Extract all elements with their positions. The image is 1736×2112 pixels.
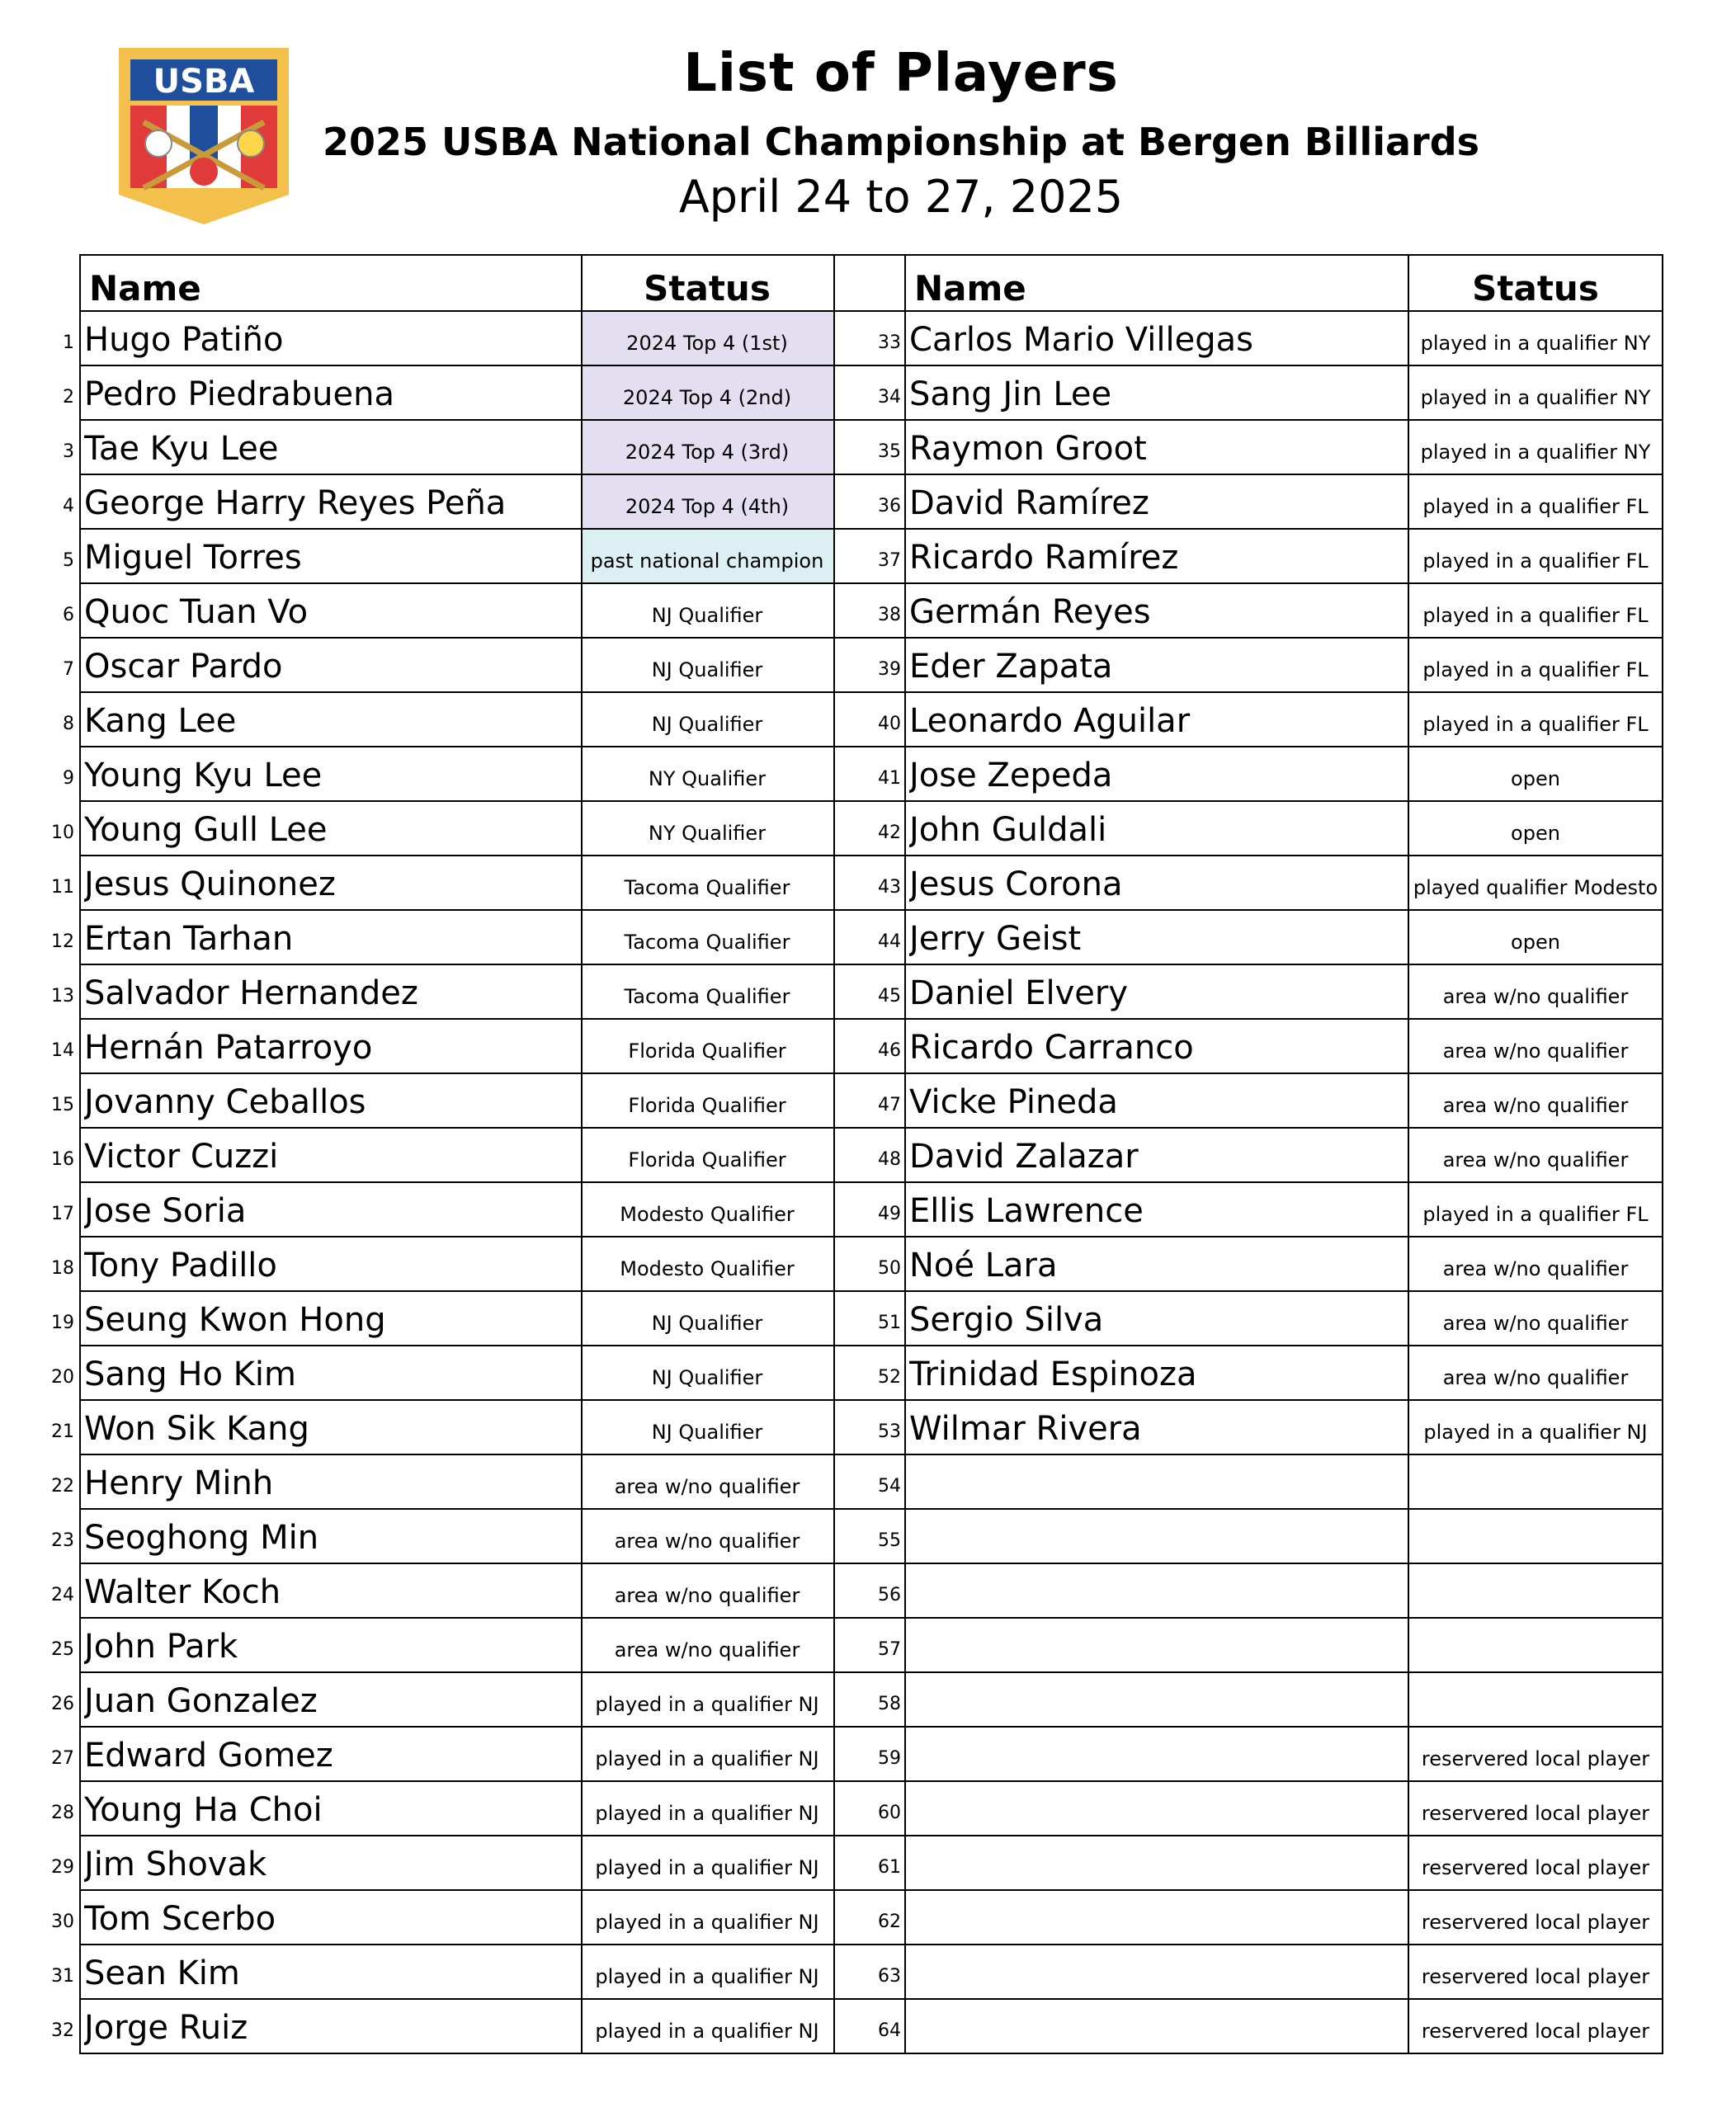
row-divider	[79, 746, 1663, 747]
row-number: 9	[63, 768, 74, 789]
player-status	[1408, 1508, 1663, 1563]
row-number: 27	[51, 1748, 74, 1769]
player-status: reservered local player	[1421, 1911, 1650, 1934]
player-status: area w/no qualifier	[1442, 1366, 1629, 1389]
player-name	[909, 1617, 1404, 1671]
row-number: 38	[878, 605, 901, 625]
row-number: 17	[51, 1204, 74, 1224]
player-name	[909, 1508, 1404, 1563]
row-number: 64	[878, 2020, 901, 2041]
player-status: Florida Qualifier	[628, 1040, 786, 1063]
row-number: 51	[878, 1313, 901, 1333]
player-status: played in a qualifier NJ	[595, 1747, 819, 1770]
player-name: Raymon Groot	[909, 430, 1147, 468]
row-divider	[79, 528, 1663, 530]
player-name: Eder Zapata	[909, 648, 1113, 686]
row-number: 43	[878, 877, 901, 898]
player-name: Juan Gonzalez	[84, 1682, 318, 1720]
player-status: past national champion	[590, 549, 824, 573]
row-number: 13	[51, 986, 74, 1006]
player-name: Ellis Lawrence	[909, 1192, 1144, 1230]
player-name: Young Ha Choi	[84, 1791, 323, 1829]
row-divider	[79, 1290, 1663, 1292]
row-number: 63	[878, 1966, 901, 1987]
player-name: Germán Reyes	[909, 593, 1151, 631]
row-divider	[79, 1671, 1663, 1673]
row-divider	[79, 637, 1663, 639]
row-number: 8	[63, 714, 74, 734]
row-number: 26	[51, 1694, 74, 1714]
row-divider	[79, 1508, 1663, 1510]
row-divider	[79, 800, 1663, 802]
player-status: Modesto Qualifier	[620, 1257, 795, 1280]
column-header-name-left: Name	[89, 268, 201, 309]
row-divider	[79, 964, 1663, 965]
row-number: 7	[63, 659, 74, 680]
row-number: 5	[63, 550, 74, 571]
row-divider	[79, 474, 1663, 475]
player-name: Tom Scerbo	[84, 1900, 276, 1938]
row-divider	[79, 909, 1663, 911]
row-number: 56	[878, 1585, 901, 1605]
player-status: NJ Qualifier	[651, 1366, 763, 1389]
player-status: 2024 Top 4 (2nd)	[622, 386, 792, 409]
player-name: Quoc Tuan Vo	[84, 593, 309, 631]
row-divider	[79, 1454, 1663, 1455]
table-bottom-border	[79, 2053, 1663, 2054]
row-divider	[79, 1944, 1663, 1945]
player-status	[1408, 1563, 1663, 1617]
row-number: 2	[63, 387, 74, 408]
player-status: Modesto Qualifier	[620, 1203, 795, 1226]
row-number: 41	[878, 768, 901, 789]
player-name: Jose Soria	[84, 1192, 247, 1230]
row-number: 42	[878, 823, 901, 843]
row-divider	[79, 1835, 1663, 1836]
row-number: 61	[878, 1857, 901, 1878]
player-status: played in a qualifier NJ	[1423, 1421, 1648, 1444]
player-status: NY Qualifier	[648, 767, 767, 790]
player-status: area w/no qualifier	[1442, 1257, 1629, 1280]
player-name: Leonardo Aguilar	[909, 702, 1191, 740]
player-status: open	[1511, 931, 1560, 954]
row-number: 46	[878, 1040, 901, 1061]
column-divider	[1408, 254, 1409, 2054]
column-divider	[904, 254, 906, 2054]
player-name: Won Sik Kang	[84, 1410, 309, 1448]
row-number: 44	[878, 931, 901, 952]
player-status: played in a qualifier NJ	[595, 2020, 819, 2043]
player-name: Young Gull Lee	[84, 811, 328, 849]
row-number: 12	[51, 931, 74, 952]
player-name: Hugo Patiño	[84, 321, 284, 359]
player-status: played in a qualifier FL	[1422, 658, 1649, 681]
row-number: 36	[878, 496, 901, 516]
row-divider	[79, 310, 1663, 312]
player-status: reservered local player	[1421, 2020, 1650, 2043]
row-number: 21	[51, 1421, 74, 1442]
row-divider	[79, 419, 1663, 421]
player-status: played qualifier Modesto	[1413, 876, 1658, 899]
player-name: Jorge Ruiz	[84, 2009, 248, 2047]
player-status	[1408, 1617, 1663, 1671]
player-status: area w/no qualifier	[614, 1584, 800, 1607]
player-status: area w/no qualifier	[1442, 1040, 1629, 1063]
row-number: 24	[51, 1585, 74, 1605]
page-subtitle: 2025 USBA National Championship at Bergen Billiards	[322, 120, 1480, 164]
player-name: Sang Jin Lee	[909, 375, 1112, 413]
player-status: NJ Qualifier	[651, 1421, 763, 1444]
player-name: Henry Minh	[84, 1464, 274, 1502]
player-name: Tae Kyu Lee	[84, 430, 279, 468]
row-number: 11	[51, 877, 74, 898]
player-status: open	[1511, 822, 1560, 845]
player-name: Hernán Patarroyo	[84, 1029, 373, 1067]
player-status: area w/no qualifier	[1442, 985, 1629, 1008]
player-status: reservered local player	[1421, 1747, 1650, 1770]
player-name: Seoghong Min	[84, 1519, 319, 1557]
row-number: 54	[878, 1476, 901, 1497]
row-number: 23	[51, 1530, 74, 1551]
players-table	[51, 254, 1663, 2053]
player-status: area w/no qualifier	[614, 1638, 800, 1662]
row-divider	[79, 1726, 1663, 1728]
player-name: Victor Cuzzi	[84, 1138, 279, 1176]
player-status: played in a qualifier FL	[1422, 495, 1649, 518]
player-status: 2024 Top 4 (4th)	[625, 495, 790, 518]
player-name: Ertan Tarhan	[84, 920, 294, 958]
player-status: open	[1511, 767, 1560, 790]
row-divider	[79, 1998, 1663, 2000]
row-number: 59	[878, 1748, 901, 1769]
player-status: area w/no qualifier	[614, 1530, 800, 1553]
row-number: 60	[878, 1803, 901, 1823]
player-status: 2024 Top 4 (1st)	[626, 332, 788, 355]
row-divider	[79, 855, 1663, 856]
row-number: 35	[878, 441, 901, 462]
page-title: List of Players	[683, 43, 1119, 104]
player-status: reservered local player	[1421, 1802, 1650, 1825]
player-name: Wilmar Rivera	[909, 1410, 1142, 1448]
player-name: Miguel Torres	[84, 539, 302, 577]
column-header-status-left: Status	[644, 268, 771, 309]
row-number: 52	[878, 1367, 901, 1388]
player-name	[909, 1835, 1404, 1889]
row-number: 62	[878, 1912, 901, 1932]
row-number: 19	[51, 1313, 74, 1333]
row-divider	[79, 1181, 1663, 1183]
row-number: 53	[878, 1421, 901, 1442]
player-name: John Guldali	[909, 811, 1107, 849]
row-number: 15	[51, 1095, 74, 1115]
row-number: 3	[63, 441, 74, 462]
player-status: NJ Qualifier	[651, 713, 763, 736]
player-name: Pedro Piedrabuena	[84, 375, 394, 413]
row-divider	[79, 1889, 1663, 1891]
player-name	[909, 1671, 1404, 1726]
player-status: NY Qualifier	[648, 822, 767, 845]
row-number: 18	[51, 1258, 74, 1279]
row-divider	[79, 1563, 1663, 1564]
player-status: played in a qualifier NJ	[595, 1911, 819, 1934]
player-name: Sang Ho Kim	[84, 1355, 296, 1393]
row-number: 50	[878, 1258, 901, 1279]
row-number: 4	[63, 496, 74, 516]
player-status: reservered local player	[1421, 1856, 1650, 1879]
column-divider	[833, 254, 835, 2054]
player-name: Oscar Pardo	[84, 648, 283, 686]
player-name: David Zalazar	[909, 1138, 1139, 1176]
row-divider	[79, 1345, 1663, 1346]
player-name: Jesus Quinonez	[84, 865, 336, 903]
row-divider	[79, 1399, 1663, 1401]
player-name: Jose Zepeda	[909, 757, 1113, 794]
player-status: played in a qualifier NY	[1420, 332, 1651, 355]
player-name: Daniel Elvery	[909, 974, 1128, 1012]
row-number: 40	[878, 714, 901, 734]
row-divider	[79, 1127, 1663, 1129]
player-name: Walter Koch	[84, 1573, 281, 1611]
player-status: played in a qualifier FL	[1422, 549, 1649, 573]
row-number: 49	[878, 1204, 901, 1224]
player-name: Sergio Silva	[909, 1301, 1104, 1339]
row-divider	[79, 1072, 1663, 1074]
player-status: Tacoma Qualifier	[624, 985, 790, 1008]
row-number: 20	[51, 1367, 74, 1388]
player-name: Edward Gomez	[84, 1737, 333, 1775]
row-number: 14	[51, 1040, 74, 1061]
player-name	[909, 1998, 1404, 2053]
row-number: 28	[51, 1803, 74, 1823]
player-name: Vicke Pineda	[909, 1083, 1118, 1121]
player-status: area w/no qualifier	[1442, 1094, 1629, 1117]
row-divider	[79, 365, 1663, 366]
column-divider	[1662, 254, 1663, 2054]
player-status: played in a qualifier NJ	[595, 1693, 819, 1716]
row-divider	[79, 1018, 1663, 1020]
row-divider	[79, 1236, 1663, 1238]
player-status: played in a qualifier NJ	[595, 1965, 819, 1988]
player-status: played in a qualifier NY	[1420, 441, 1651, 464]
player-name	[909, 1563, 1404, 1617]
player-status	[1408, 1671, 1663, 1726]
player-name	[909, 1944, 1404, 1998]
player-name: John Park	[84, 1628, 238, 1666]
player-status: played in a qualifier NJ	[595, 1856, 819, 1879]
player-status: played in a qualifier NJ	[595, 1802, 819, 1825]
row-number: 48	[878, 1149, 901, 1170]
player-name: Jim Shovak	[84, 1846, 267, 1883]
player-name: Tony Padillo	[84, 1247, 277, 1285]
player-name: Noé Lara	[909, 1247, 1058, 1285]
player-status: area w/no qualifier	[1442, 1312, 1629, 1335]
event-dates: April 24 to 27, 2025	[678, 171, 1124, 223]
player-name: Sean Kim	[84, 1954, 240, 1992]
player-name	[909, 1454, 1404, 1508]
player-name: Salvador Hernandez	[84, 974, 418, 1012]
player-name: Jovanny Ceballos	[84, 1083, 366, 1121]
row-number: 58	[878, 1694, 901, 1714]
player-name: George Harry Reyes Peña	[84, 484, 507, 522]
player-status: area w/no qualifier	[1442, 1148, 1629, 1172]
player-status: reservered local player	[1421, 1965, 1650, 1988]
column-divider	[581, 254, 583, 2054]
player-status: Florida Qualifier	[628, 1148, 786, 1172]
row-divider	[79, 1780, 1663, 1782]
logo-text: USBA	[153, 63, 255, 101]
player-status: Tacoma Qualifier	[624, 876, 790, 899]
row-number: 1	[63, 332, 74, 353]
row-number: 22	[51, 1476, 74, 1497]
row-divider	[79, 691, 1663, 693]
player-name	[909, 1780, 1404, 1835]
player-status: NJ Qualifier	[651, 658, 763, 681]
player-name: Jesus Corona	[909, 865, 1123, 903]
player-name: Trinidad Espinoza	[909, 1355, 1197, 1393]
player-status: Florida Qualifier	[628, 1094, 786, 1117]
row-number: 6	[63, 605, 74, 625]
row-number: 25	[51, 1639, 74, 1660]
row-number: 16	[51, 1149, 74, 1170]
player-name: Seung Kwon Hong	[84, 1301, 386, 1339]
column-divider	[79, 254, 81, 2054]
row-divider	[79, 254, 1663, 256]
column-header-status-right: Status	[1472, 268, 1599, 309]
row-number: 39	[878, 659, 901, 680]
row-number: 29	[51, 1857, 74, 1878]
player-name: Ricardo Carranco	[909, 1029, 1194, 1067]
row-number: 30	[51, 1912, 74, 1932]
player-status: played in a qualifier FL	[1422, 713, 1649, 736]
player-status: NJ Qualifier	[651, 604, 763, 627]
row-number: 34	[878, 387, 901, 408]
player-status	[1408, 1454, 1663, 1508]
row-number: 37	[878, 550, 901, 571]
player-name: Jerry Geist	[909, 920, 1082, 958]
player-name: David Ramírez	[909, 484, 1149, 522]
row-number: 33	[878, 332, 901, 353]
row-number: 10	[51, 823, 74, 843]
row-number: 31	[51, 1966, 74, 1987]
row-number: 47	[878, 1095, 901, 1115]
player-name: Young Kyu Lee	[84, 757, 323, 794]
player-status: Tacoma Qualifier	[624, 931, 790, 954]
column-header-name-right: Name	[914, 268, 1026, 309]
player-name	[909, 1889, 1404, 1944]
row-number: 57	[878, 1639, 901, 1660]
row-divider	[79, 582, 1663, 584]
player-name: Carlos Mario Villegas	[909, 321, 1253, 359]
row-number: 45	[878, 986, 901, 1006]
player-status: area w/no qualifier	[614, 1475, 800, 1498]
player-status: played in a qualifier FL	[1422, 1203, 1649, 1226]
player-name: Ricardo Ramírez	[909, 539, 1179, 577]
player-status: played in a qualifier FL	[1422, 604, 1649, 627]
player-status: NJ Qualifier	[651, 1312, 763, 1335]
player-status: played in a qualifier NY	[1420, 386, 1651, 409]
player-name	[909, 1726, 1404, 1780]
player-name: Kang Lee	[84, 702, 237, 740]
player-status: 2024 Top 4 (3rd)	[625, 441, 790, 464]
row-number: 55	[878, 1530, 901, 1551]
row-divider	[79, 1617, 1663, 1619]
row-number: 32	[51, 2020, 74, 2041]
